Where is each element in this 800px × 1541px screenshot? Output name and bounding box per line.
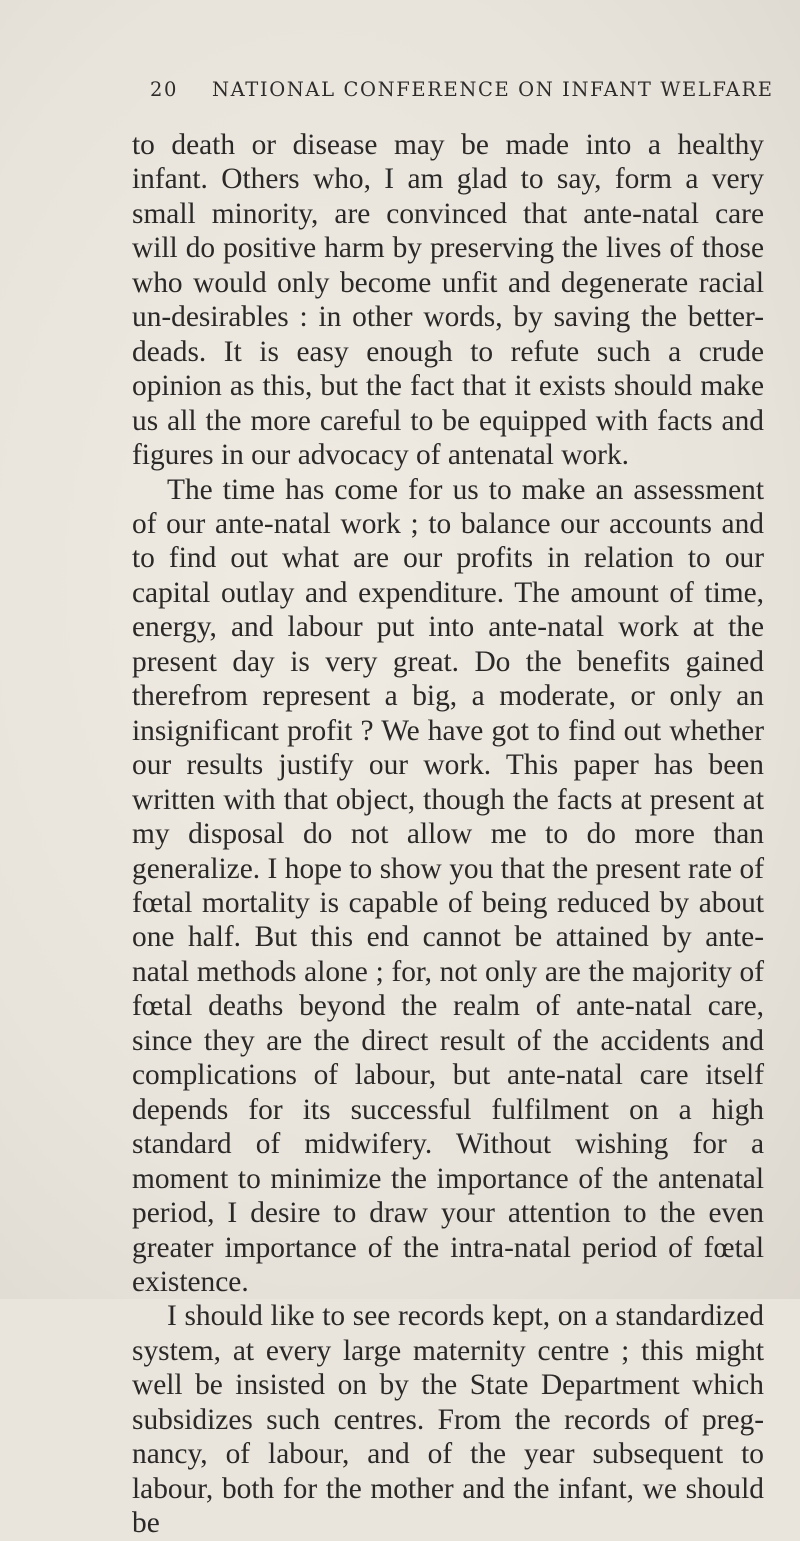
paragraph-2: The time has come for us to make an assessment of our ante-natal work ; to balance our accounts and to find out what are our profits in relation to our capital outlay and expenditure. The amount of time, energy, and labour put into ante-natal work at the present day is very great. Do the benefits gained therefrom represent a big, a moderate, or only an insignificant profit ? We have got to find out whether our results justify our work. This paper has been written with that object, though the facts at present at my disposal do not allow me to do more than generalize. I hope to show you that the present rate of fœtal mortality is capable of being reduced by about one half. But this end cannot be attained by ante-natal methods alone ; for, not only are the majority of fœtal deaths beyond the realm of ante-natal care, since they are the direct result of the accidents and complications of labour, but ante-natal care itself depends for its successful fulfilment on a high standard of midwifery. Without wishing for a moment to minimize the importance of the antenatal period, I desire to draw your attention to the even greater importance of the intra-natal period of fœtal existence. [132, 473, 764, 1298]
running-title: NATIONAL CONFERENCE ON INFANT WELFARE [212, 78, 774, 101]
page-number: 20 [150, 78, 179, 101]
paragraph-3: I should like to see records kept, on a standardized system, at every large maternity centre ; this might well be insisted on by the State Department which subsidizes such centres. From the records of preg-nancy, of labour, and of the year subsequent to labour, both for the mother and the infant, we should be [132, 1300, 764, 1540]
body-text [132, 128, 764, 1541]
paragraph-1: to death or disease may be made into a healthy infant. Others who, I am glad to say, form a very small minority, are convinced that ante-natal care will do positive harm by preserving the lives of those who would only become unfit and degenerate racial un-desirables : in other words, by saving the better-deads. It is easy enough to refute such a crude opinion as this, but the fact that it exists should make us all the more careful to be equipped with facts and figures in our advocacy of antenatal work. [132, 129, 764, 472]
running-header [150, 78, 774, 101]
